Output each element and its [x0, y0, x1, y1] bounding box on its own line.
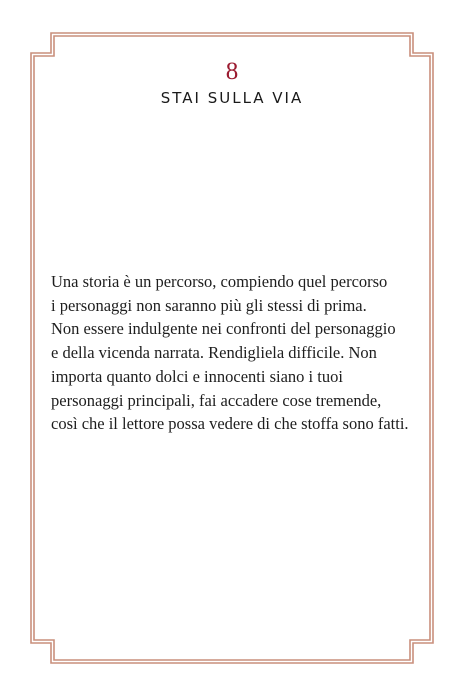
body-line: e della vicenda narrata. Rendigliela difficile. Non — [51, 343, 377, 363]
body-line: i personaggi non saranno più gli stessi di prima. — [51, 295, 367, 315]
card-body-text — [51, 270, 421, 436]
body-line: importa quanto dolci e innocenti siano i tuoi — [51, 366, 343, 386]
card-number: 8 — [225, 58, 239, 85]
body-line: Non essere indulgente nei confronti del personaggio — [51, 319, 396, 339]
body-line: personaggi principali, fai accadere cose tremende, — [51, 390, 382, 410]
card-title: STAI SULLA VIA — [160, 89, 304, 107]
body-line: così che il lettore possa vedere di che stoffa sono fatti. — [51, 414, 409, 434]
body-line: Una storia è un percorso, compiendo quel percorso — [51, 272, 388, 291]
